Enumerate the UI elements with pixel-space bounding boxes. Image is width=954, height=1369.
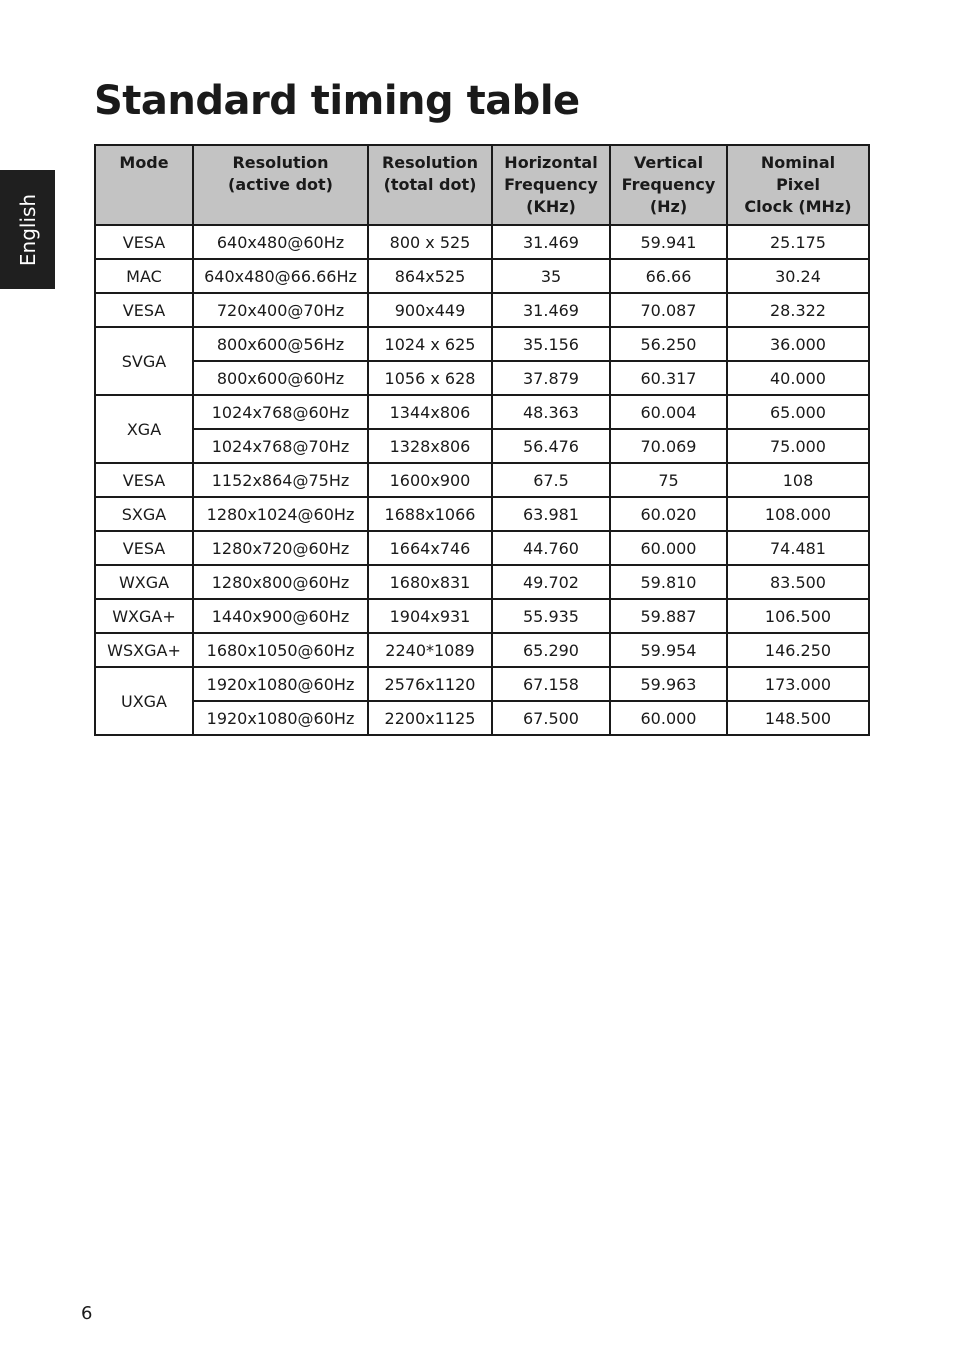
mode-cell: MAC	[95, 259, 193, 293]
resolution-total-cell: 1024 x 625	[368, 327, 492, 361]
pixel-clock-cell: 65.000	[727, 395, 869, 429]
header-resolution-active: Resolution (active dot)	[193, 145, 368, 225]
resolution-active-cell: 1024x768@70Hz	[193, 429, 368, 463]
resolution-active-cell: 720x400@70Hz	[193, 293, 368, 327]
resolution-active-cell: 1024x768@60Hz	[193, 395, 368, 429]
horizontal-frequency-cell: 55.935	[492, 599, 610, 633]
horizontal-frequency-cell: 67.158	[492, 667, 610, 701]
resolution-total-cell: 1688x1066	[368, 497, 492, 531]
resolution-total-cell: 800 x 525	[368, 225, 492, 259]
mode-cell: SXGA	[95, 497, 193, 531]
resolution-active-cell: 1440x900@60Hz	[193, 599, 368, 633]
language-tab-label: English	[15, 193, 40, 266]
pixel-clock-cell: 25.175	[727, 225, 869, 259]
horizontal-frequency-cell: 63.981	[492, 497, 610, 531]
mode-cell: VESA	[95, 225, 193, 259]
resolution-total-cell: 1600x900	[368, 463, 492, 497]
horizontal-frequency-cell: 67.500	[492, 701, 610, 735]
pixel-clock-cell: 146.250	[727, 633, 869, 667]
pixel-clock-cell: 108.000	[727, 497, 869, 531]
table-row	[95, 599, 869, 633]
pixel-clock-cell: 148.500	[727, 701, 869, 735]
resolution-active-cell: 800x600@60Hz	[193, 361, 368, 395]
horizontal-frequency-cell: 31.469	[492, 225, 610, 259]
horizontal-frequency-cell: 35	[492, 259, 610, 293]
horizontal-frequency-cell: 31.469	[492, 293, 610, 327]
table-row	[95, 225, 869, 259]
header-resolution-total: Resolution (total dot)	[368, 145, 492, 225]
vertical-frequency-cell: 59.954	[610, 633, 727, 667]
table-row	[95, 293, 869, 327]
resolution-total-cell: 1344x806	[368, 395, 492, 429]
timing-table-body	[95, 225, 869, 735]
horizontal-frequency-cell: 67.5	[492, 463, 610, 497]
table-row	[95, 429, 869, 463]
table-row	[95, 531, 869, 565]
table-header-row	[95, 145, 869, 225]
resolution-total-cell: 2200x1125	[368, 701, 492, 735]
pixel-clock-cell: 36.000	[727, 327, 869, 361]
resolution-total-cell: 1664x746	[368, 531, 492, 565]
horizontal-frequency-cell: 49.702	[492, 565, 610, 599]
table-row	[95, 463, 869, 497]
table-row	[95, 361, 869, 395]
vertical-frequency-cell: 66.66	[610, 259, 727, 293]
mode-cell: WXGA+	[95, 599, 193, 633]
header-pixel-clock: Nominal Pixel Clock (MHz)	[727, 145, 869, 225]
resolution-active-cell: 1280x720@60Hz	[193, 531, 368, 565]
resolution-active-cell: 1280x1024@60Hz	[193, 497, 368, 531]
table-row	[95, 327, 869, 361]
pixel-clock-cell: 28.322	[727, 293, 869, 327]
horizontal-frequency-cell: 35.156	[492, 327, 610, 361]
language-tab	[0, 170, 55, 289]
header-vertical-frequency: Vertical Frequency (Hz)	[610, 145, 727, 225]
vertical-frequency-cell: 56.250	[610, 327, 727, 361]
vertical-frequency-cell: 70.069	[610, 429, 727, 463]
resolution-total-cell: 1680x831	[368, 565, 492, 599]
resolution-total-cell: 1328x806	[368, 429, 492, 463]
resolution-active-cell: 1280x800@60Hz	[193, 565, 368, 599]
header-horizontal-frequency: Horizontal Frequency (KHz)	[492, 145, 610, 225]
table-row	[95, 701, 869, 735]
vertical-frequency-cell: 59.810	[610, 565, 727, 599]
table-row	[95, 497, 869, 531]
horizontal-frequency-cell: 44.760	[492, 531, 610, 565]
resolution-total-cell: 2240*1089	[368, 633, 492, 667]
resolution-active-cell: 1920x1080@60Hz	[193, 667, 368, 701]
table-row	[95, 259, 869, 293]
table-row	[95, 633, 869, 667]
table-row	[95, 395, 869, 429]
timing-table	[94, 144, 870, 736]
pixel-clock-cell: 40.000	[727, 361, 869, 395]
vertical-frequency-cell: 59.887	[610, 599, 727, 633]
resolution-active-cell: 640x480@66.66Hz	[193, 259, 368, 293]
resolution-total-cell: 900x449	[368, 293, 492, 327]
horizontal-frequency-cell: 48.363	[492, 395, 610, 429]
vertical-frequency-cell: 60.317	[610, 361, 727, 395]
mode-cell: UXGA	[95, 667, 193, 735]
horizontal-frequency-cell: 56.476	[492, 429, 610, 463]
pixel-clock-cell: 74.481	[727, 531, 869, 565]
mode-cell: XGA	[95, 395, 193, 463]
vertical-frequency-cell: 70.087	[610, 293, 727, 327]
resolution-active-cell: 1152x864@75Hz	[193, 463, 368, 497]
mode-cell: VESA	[95, 463, 193, 497]
resolution-active-cell: 800x600@56Hz	[193, 327, 368, 361]
resolution-total-cell: 2576x1120	[368, 667, 492, 701]
resolution-active-cell: 1920x1080@60Hz	[193, 701, 368, 735]
horizontal-frequency-cell: 65.290	[492, 633, 610, 667]
resolution-total-cell: 1904x931	[368, 599, 492, 633]
horizontal-frequency-cell: 37.879	[492, 361, 610, 395]
pixel-clock-cell: 173.000	[727, 667, 869, 701]
resolution-active-cell: 640x480@60Hz	[193, 225, 368, 259]
vertical-frequency-cell: 60.020	[610, 497, 727, 531]
pixel-clock-cell: 30.24	[727, 259, 869, 293]
pixel-clock-cell: 83.500	[727, 565, 869, 599]
table-row	[95, 667, 869, 701]
resolution-total-cell: 1056 x 628	[368, 361, 492, 395]
mode-cell: WXGA	[95, 565, 193, 599]
resolution-active-cell: 1680x1050@60Hz	[193, 633, 368, 667]
vertical-frequency-cell: 60.000	[610, 701, 727, 735]
mode-cell: VESA	[95, 531, 193, 565]
vertical-frequency-cell: 59.963	[610, 667, 727, 701]
mode-cell: SVGA	[95, 327, 193, 395]
resolution-total-cell: 864x525	[368, 259, 492, 293]
pixel-clock-cell: 108	[727, 463, 869, 497]
header-mode: Mode	[95, 145, 193, 225]
vertical-frequency-cell: 60.000	[610, 531, 727, 565]
mode-cell: WSXGA+	[95, 633, 193, 667]
table-row	[95, 565, 869, 599]
pixel-clock-cell: 75.000	[727, 429, 869, 463]
page-number: 6	[81, 1303, 93, 1324]
pixel-clock-cell: 106.500	[727, 599, 869, 633]
mode-cell: VESA	[95, 293, 193, 327]
vertical-frequency-cell: 75	[610, 463, 727, 497]
page-title: Standard timing table	[94, 78, 580, 124]
vertical-frequency-cell: 59.941	[610, 225, 727, 259]
vertical-frequency-cell: 60.004	[610, 395, 727, 429]
